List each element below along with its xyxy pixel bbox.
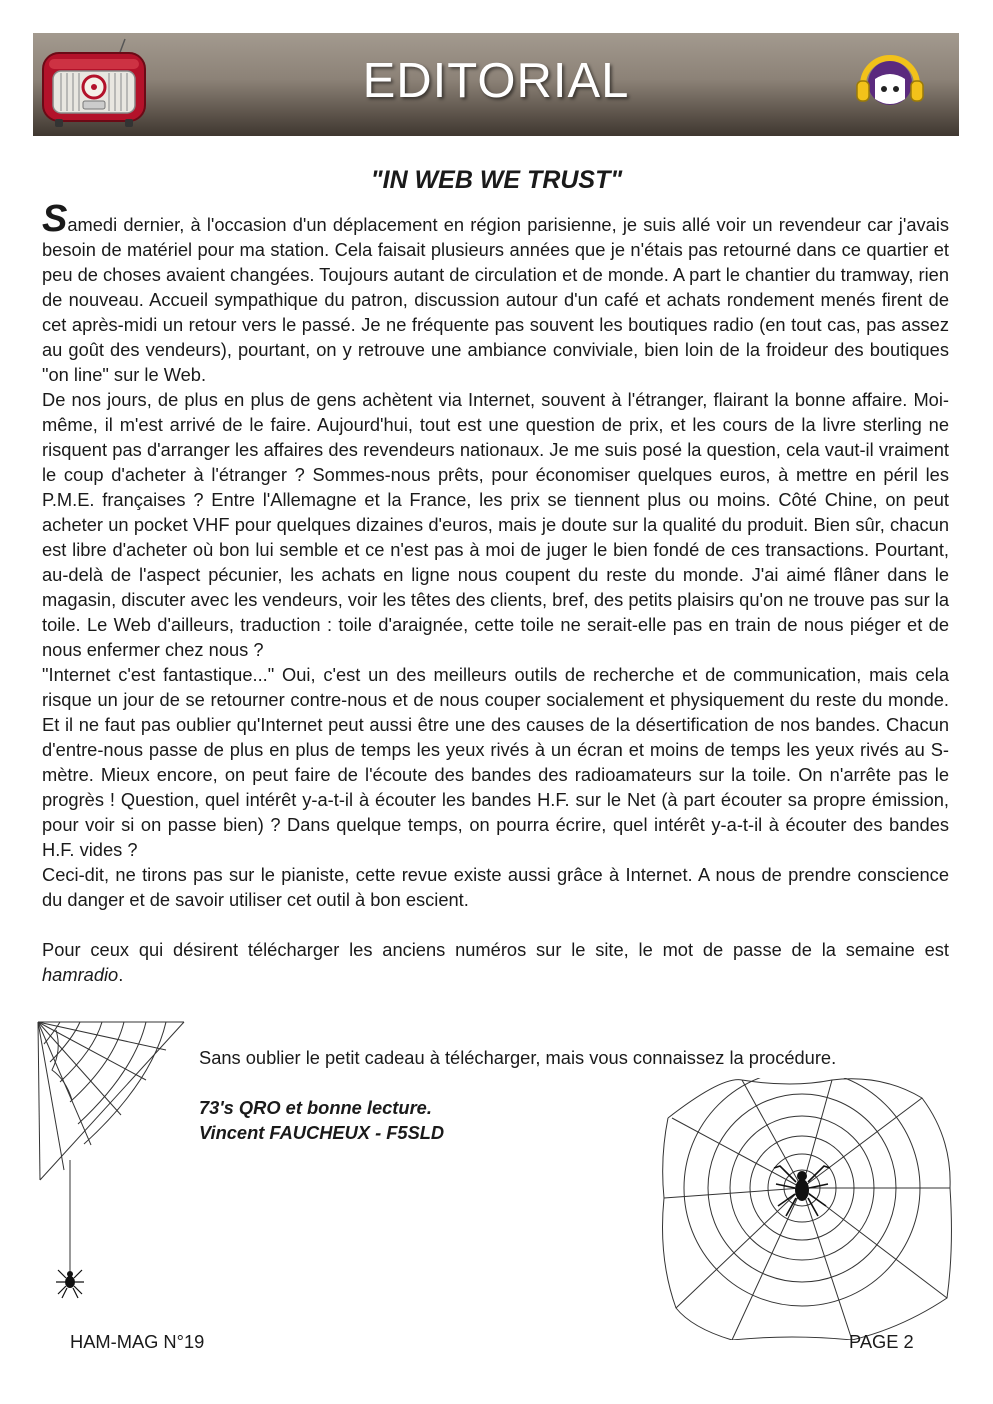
password-end: . bbox=[118, 964, 124, 985]
footer-page-number: PAGE 2 bbox=[849, 1331, 914, 1352]
article-body bbox=[42, 198, 949, 987]
spider-web-icon bbox=[662, 1078, 952, 1340]
page-title: EDITORIAL bbox=[362, 54, 630, 108]
footer-issue: HAM-MAG N°19 bbox=[70, 1331, 205, 1352]
paragraph-intro bbox=[42, 198, 949, 387]
header-banner bbox=[33, 33, 959, 136]
paragraph-text: amedi dernier, à l'occasion d'un déplacement en région parisienne, je suis allé voir un revendeur car j'avais besoin de matériel pour ma station. Cela faisait plusieurs années que je n'étais pas retourné dans ce quartier et peu de choses avaient changées. Toujours autant de circulation et de monde. A part le chantier du tramway, rien de nouveau. Accueil sympathique du patron, discussion autour d'un café et achats rondement menés firent de cet après-midi un retour vers le passé. Je ne fréquente pas souvent les boutiques radio (en tout cas, pas assez au goût des vendeurs), pourtant, on y retrouve une ambiance conviviale, bien loin de la froideur des boutiques "on line" sur le Web. bbox=[42, 214, 949, 385]
password-value: hamradio bbox=[42, 964, 119, 985]
article-title: "IN WEB WE TRUST" bbox=[370, 166, 623, 194]
author-signature: Vincent FAUCHEUX - F5SLD bbox=[199, 1122, 445, 1143]
spider-web-corner-icon bbox=[36, 1020, 186, 1300]
drop-cap: S bbox=[42, 198, 68, 240]
paragraph-conclusion: Ceci-dit, ne tirons pas sur le pianiste, cette revue existe aussi grâce à Internet. A nous de prendre conscience du danger et de savoir utiliser cet outil à bon escient. bbox=[42, 864, 949, 910]
closing-line: 73's QRO et bonne lecture. bbox=[199, 1097, 432, 1118]
gift-line: Sans oublier le petit cadeau à télécharger, mais vous connaissez la procédure. bbox=[199, 1047, 837, 1068]
password-text: Pour ceux qui désirent télécharger les anciens numéros sur le site, le mot de passe de la semaine est bbox=[42, 939, 949, 960]
paragraph-internet: "Internet c'est fantastique..." Oui, c'est un des meilleurs outils de recherche et de communication, mais cela risque un jour de se retourner contre-nous et de nous couper socialement et physiquement du reste du monde. Et il ne faut pas oublier qu'Internet peut aussi être une des causes de la désertification de nos bandes. Chacun d'entre-nous passe de plus en plus de temps les yeux rivés à un écran et moins de temps les yeux rivés au S-mètre. Mieux encore, on peut faire de l'écoute des bandes des radioamateurs sur la toile. On n'arrête pas le progrès ! Question, quel intérêt y-a-t-il à écouter les bandes H.F. sur le Net (à part écouter sa propre émission, pour voir si on passe bien) ? Dans quelque temps, on pourra écrire, quel intérêt y-a-t-il à écouter des bandes H.F. vides ? bbox=[42, 664, 949, 860]
paragraph-online-shopping: De nos jours, de plus en plus de gens achètent via Internet, souvent à l'étranger, flairant la bonne affaire. Moi-même, il m'est arrivé de le faire. Aujourd'hui, tout est une question de prix, et les cours de la livre sterling ne risquent pas d'arranger les affaires des revendeurs nationaux. Je me suis posé la question, cela vaut-il vraiment le coup d'acheter à l'étranger ? Sommes-nous prêts, pour économiser quelques euros, à mettre en péril les P.M.E. françaises ? Entre l'Allemagne et la France, les prix se tiennent plus ou moins. Côté Chine, on peut acheter un pocket VHF pour quelques dizaines d'euros, mais je doute sur la qualité du produit. Bien sûr, chacun est libre d'acheter où bon lui semble et ce n'est pas à moi de juger le bien fondé de ces transactions. Pourtant, au-delà de l'aspect pécunier, les achats en ligne nous coupent du reste du monde. J'ai aimé flâner dans le magasin, discuter avec les vendeurs, voir les têtes des clients, bref, des petits plaisirs qu'on ne trouve pas sur la toile. Le Web d'ailleurs, traduction : toile d'araignée, cette toile ne serait-elle pas en train de nous piéger et de nous enfermer chez nous ? bbox=[42, 389, 949, 660]
paragraph-password bbox=[42, 937, 949, 987]
headphone-mascot-icon bbox=[853, 45, 927, 113]
